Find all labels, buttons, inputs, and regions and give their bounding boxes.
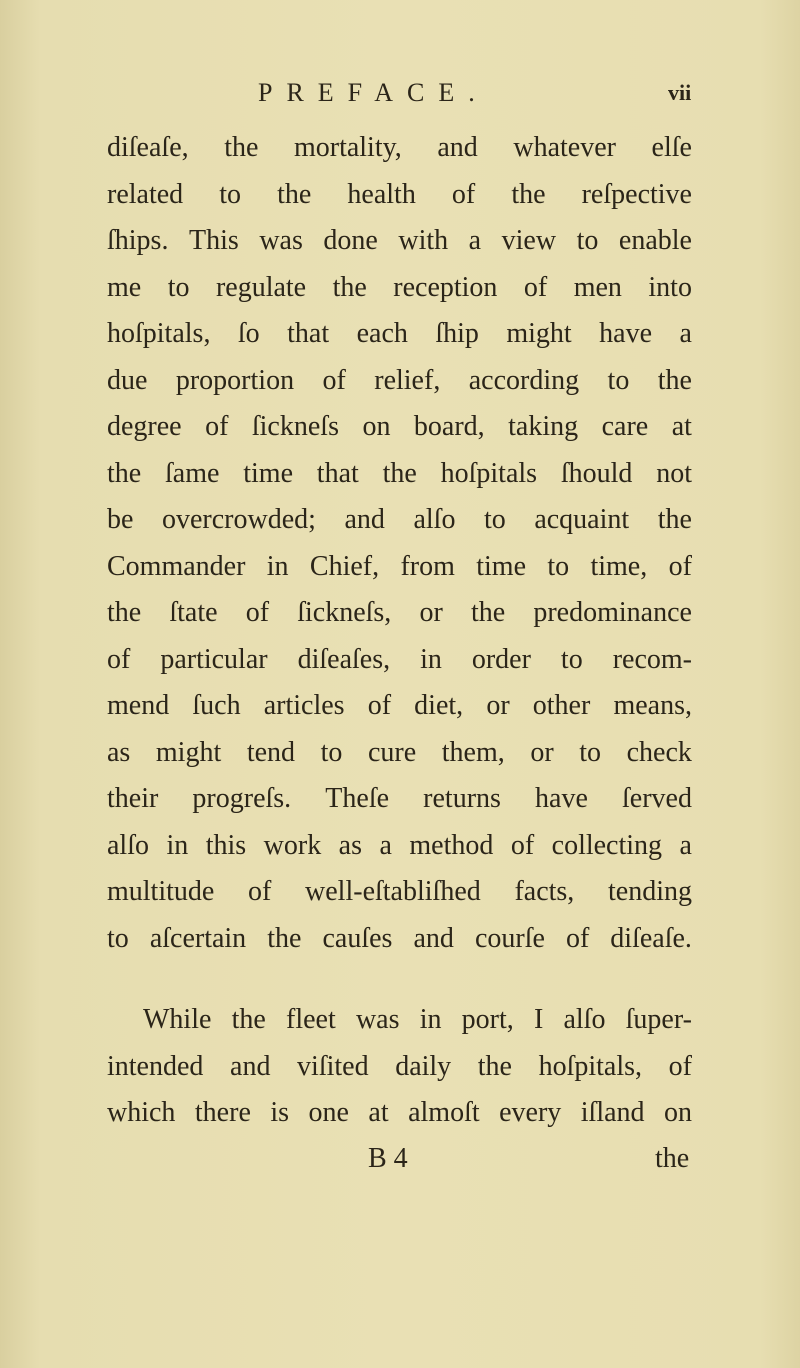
word: to [576, 225, 599, 256]
running-title: PREFACE. [258, 78, 489, 107]
word: their [107, 783, 159, 814]
word: regulate [215, 271, 307, 303]
word: alſo [563, 1004, 606, 1035]
word: the [657, 504, 692, 535]
text-line [107, 271, 692, 305]
word: to [547, 550, 570, 582]
word: alſo [107, 829, 149, 861]
word: almoſt [408, 1097, 480, 1128]
word: reception [393, 271, 498, 303]
word: diſeaſe, [107, 132, 189, 163]
word: predominance [533, 597, 692, 628]
text-line [107, 782, 692, 816]
word: fleet [286, 1004, 336, 1035]
word: and [230, 1050, 271, 1082]
word: be [107, 504, 134, 535]
word: the [382, 457, 417, 489]
word: hoſpitals, [538, 1050, 643, 1082]
word: each [356, 318, 408, 349]
word: view [501, 225, 557, 256]
word: Chief, [309, 550, 380, 582]
text-line [107, 550, 692, 584]
word: ſickneſs, [297, 597, 392, 628]
word: according [468, 364, 580, 396]
word: and [344, 504, 385, 535]
word: might [155, 736, 222, 768]
word: related [107, 178, 184, 210]
word: enable [618, 225, 692, 256]
word: in [419, 1004, 442, 1035]
word: tending [607, 876, 692, 907]
word: at [671, 411, 692, 442]
word: ſhould [560, 457, 633, 489]
word: and [437, 132, 478, 163]
word: the [107, 597, 142, 628]
word: or [530, 736, 554, 768]
word: of [245, 597, 270, 628]
word: of [367, 690, 392, 721]
word: or [486, 690, 510, 721]
word: articles [263, 690, 345, 721]
word: have [535, 783, 588, 814]
word: hoſpitals [440, 457, 538, 489]
text-line [107, 829, 692, 863]
word: which [107, 1097, 176, 1128]
word: was [259, 225, 303, 256]
word: the [657, 364, 692, 396]
word: was [355, 1004, 400, 1035]
word: tend [246, 736, 296, 768]
word: me [107, 271, 142, 303]
word: other [532, 690, 591, 721]
text-line [107, 643, 692, 677]
word: ſtate [169, 597, 218, 628]
word: I [533, 1004, 544, 1035]
word: of [668, 550, 692, 582]
word: a [679, 829, 692, 861]
word: acquaint [534, 504, 630, 535]
text-line [107, 596, 692, 630]
text-line [143, 1003, 692, 1037]
word: care [601, 411, 649, 442]
word: health [347, 178, 416, 210]
word: ſuch [192, 690, 241, 721]
word: proportion [175, 364, 295, 396]
signature-mark: B 4 [368, 1143, 408, 1174]
word: diſeaſe. [610, 922, 692, 954]
word: at [368, 1097, 389, 1128]
text-line [107, 689, 692, 723]
word: in [266, 550, 289, 582]
word: port, [461, 1004, 514, 1035]
word: time [243, 457, 293, 489]
word: diet, [414, 690, 464, 721]
word: relief, [374, 364, 441, 396]
word: means, [613, 690, 692, 721]
word: in [166, 829, 189, 861]
word: every [499, 1097, 562, 1128]
word: the [477, 1050, 512, 1082]
word: is [270, 1097, 290, 1128]
text-line [107, 410, 692, 444]
word: have [599, 318, 653, 349]
word: ſhip [435, 318, 479, 349]
word: ſickneſs [251, 411, 339, 442]
word: the [231, 1004, 266, 1035]
word: hoſpitals, [107, 318, 211, 349]
word: time, [590, 550, 648, 582]
word: overcrowded; [161, 504, 316, 535]
word: them, [441, 736, 505, 768]
word: of [205, 411, 229, 442]
text-line [107, 364, 692, 398]
word: to [107, 922, 129, 954]
word: on [362, 411, 391, 442]
word: of [523, 271, 548, 303]
word: of [451, 178, 476, 210]
word: cure [367, 736, 417, 768]
word: done [323, 225, 378, 256]
word: work [263, 829, 322, 861]
word: whatever [513, 132, 616, 163]
word: from [400, 550, 455, 582]
word: multitude [107, 876, 215, 907]
word: daily [395, 1050, 452, 1082]
word: Commander [107, 550, 246, 582]
word: While [143, 1004, 212, 1035]
word: and [413, 922, 454, 954]
word: of [107, 643, 131, 675]
word: or [419, 597, 443, 628]
word: a [468, 225, 482, 256]
text-line [107, 503, 692, 537]
word: men [573, 271, 622, 303]
word: diſeaſes, [297, 643, 391, 675]
word: degree [107, 411, 182, 442]
word: of [322, 364, 346, 396]
word: progreſs. [192, 783, 292, 814]
word: a [679, 318, 692, 349]
word: board, [413, 411, 485, 442]
word: to [560, 643, 583, 675]
word: there [194, 1097, 251, 1128]
word: to [219, 178, 242, 210]
word: This [189, 225, 239, 256]
word: that [287, 318, 330, 349]
word: particular [160, 643, 268, 675]
text-line [107, 178, 692, 212]
word: due [107, 364, 148, 396]
word: of [510, 829, 535, 861]
word: might [506, 318, 572, 349]
word: this [205, 829, 247, 861]
word: method [409, 829, 494, 861]
text-line [107, 1050, 692, 1084]
catchword: the [655, 1143, 690, 1174]
word: check [626, 736, 692, 768]
text-line [107, 224, 692, 258]
word: elſe [651, 132, 692, 163]
word: courſe [474, 922, 545, 954]
text-line [107, 875, 692, 909]
word: the [224, 132, 259, 163]
text-line [107, 736, 692, 770]
word: the [267, 922, 302, 954]
word: one [308, 1097, 349, 1128]
word: recom- [612, 643, 692, 675]
text-line [107, 457, 692, 491]
word: a [379, 829, 392, 861]
word: to [484, 504, 506, 535]
word: the [470, 597, 506, 628]
word: to [579, 736, 602, 768]
word: ſuper- [625, 1004, 692, 1035]
text-line [107, 922, 692, 956]
word: well-eſtabliſhed [305, 876, 481, 907]
word: ſerved [622, 783, 692, 814]
word: alſo [413, 504, 456, 535]
word: of [668, 1050, 692, 1082]
word: in [420, 643, 442, 675]
word: as [338, 829, 362, 861]
word: cauſes [322, 922, 393, 954]
word: ſame [165, 457, 220, 489]
word: facts, [514, 876, 575, 907]
word: ſhips. [107, 225, 169, 256]
word: of [565, 922, 590, 954]
word: that [316, 457, 359, 489]
word: on [664, 1097, 692, 1128]
word: to [320, 736, 343, 768]
text-line [107, 131, 692, 165]
text-line [107, 1096, 692, 1130]
word: the [511, 178, 546, 210]
text-line [107, 317, 692, 351]
word: Theſe [325, 783, 390, 814]
word: into [648, 271, 692, 303]
word: as [107, 736, 131, 768]
word: the [107, 457, 142, 489]
word: ſo [237, 318, 260, 349]
word: iſland [580, 1097, 645, 1128]
word: to [607, 364, 630, 396]
word: with [398, 225, 449, 256]
word: viſited [297, 1050, 369, 1082]
word: time [476, 550, 526, 582]
word: mortality, [293, 132, 402, 163]
word: reſpective [581, 178, 692, 210]
word: to [167, 271, 190, 303]
word: not [656, 457, 692, 489]
word: intended [107, 1050, 204, 1082]
word: taking [508, 411, 579, 442]
word: order [471, 643, 531, 675]
page-number: vii [668, 80, 692, 105]
word: of [248, 876, 272, 907]
word: the [277, 178, 312, 210]
word: mend [107, 690, 170, 721]
word: the [332, 271, 367, 303]
word: returns [423, 783, 501, 814]
word: aſcertain [149, 922, 247, 954]
word: collecting [551, 829, 663, 861]
